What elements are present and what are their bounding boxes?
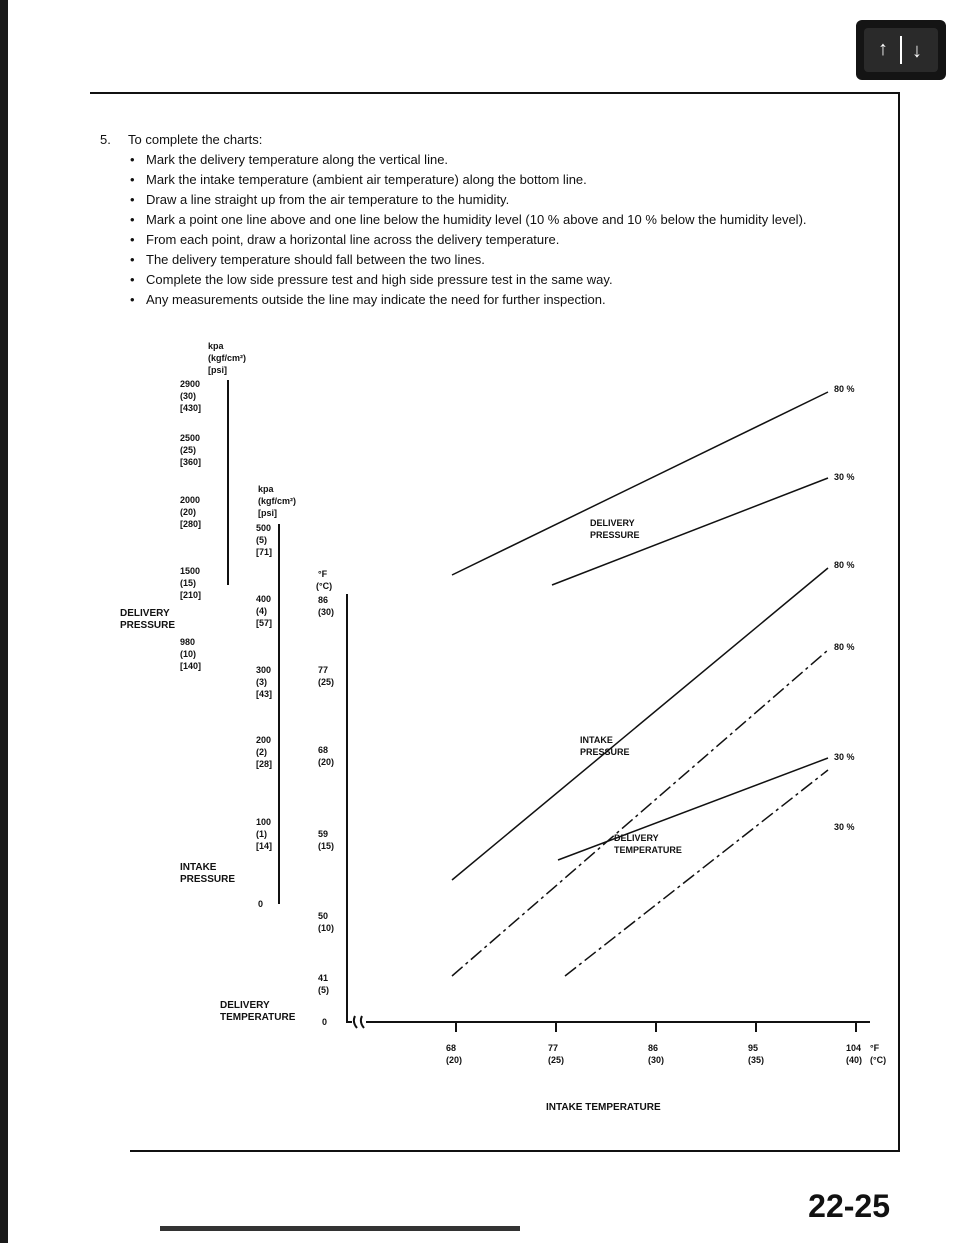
footer-bar bbox=[160, 1226, 520, 1231]
arrow-up-icon[interactable]: ↑ bbox=[878, 38, 888, 60]
intake-pressure-unit-kgf: (kgf/cm²) bbox=[258, 496, 296, 506]
delivery-pressure-tick: 2500 (25) [360] bbox=[180, 433, 202, 467]
delivery-pressure-axis-label: DELIVERY PRESSURE bbox=[120, 608, 176, 631]
delivery-temp-unit-c: (°C) bbox=[316, 581, 333, 591]
delivery-temp-30-line bbox=[565, 770, 828, 976]
list-item: • From each point, draw a horizontal line across the delivery temperature. bbox=[128, 230, 900, 250]
intake-pressure-30-label: 30 % bbox=[834, 752, 855, 762]
delivery-temp-band-label: DELIVERY TEMPERATURE bbox=[614, 833, 682, 855]
intake-pressure-80-label: 80 % bbox=[834, 560, 855, 570]
intake-temp-axis-label: INTAKE TEMPERATURE bbox=[546, 1102, 661, 1113]
delivery-pressure-unit-kgf: (kgf/cm²) bbox=[208, 353, 246, 363]
axis-break-mark bbox=[354, 1016, 357, 1028]
delivery-temp-30-label: 30 % bbox=[834, 822, 855, 832]
intake-pressure-unit-kpa: kpa bbox=[258, 484, 274, 494]
intake-pressure-tick: 100 (1) [14] bbox=[256, 817, 273, 851]
intake-temp-tick: 68 (20) bbox=[446, 1043, 463, 1065]
axis-break-mark bbox=[361, 1016, 364, 1028]
intake-temp-tick: 95 (35) bbox=[748, 1043, 765, 1065]
delivery-temp-tick: 86 (30) bbox=[318, 595, 335, 617]
delivery-temp-tick: 0 bbox=[322, 1017, 328, 1027]
delivery-temp-80-label: 80 % bbox=[834, 642, 855, 652]
arrow-down-icon[interactable]: ↓ bbox=[912, 40, 922, 62]
list-item: • Mark the delivery temperature along the vertical line. bbox=[128, 150, 900, 170]
delivery-pressure-30-label: 30 % bbox=[834, 472, 855, 482]
intake-temp-tick: 86 (30) bbox=[648, 1043, 665, 1065]
intake-pressure-tick: 300 (3) [43] bbox=[256, 665, 273, 699]
intake-pressure-unit-psi: [psi] bbox=[258, 508, 277, 518]
step-title: To complete the charts: bbox=[128, 132, 263, 147]
list-item: • Mark the intake temperature (ambient air temperature) along the bottom line. bbox=[128, 170, 900, 190]
delivery-pressure-unit-psi: [psi] bbox=[208, 365, 227, 375]
delivery-pressure-tick: 2900 (30) [430] bbox=[180, 379, 202, 413]
delivery-temp-tick: 41 (5) bbox=[318, 973, 329, 995]
delivery-temp-tick: 50 (10) bbox=[318, 911, 335, 933]
intake-pressure-30-line bbox=[558, 758, 828, 860]
list-item: • Mark a point one line above and one line below the humidity level (10 % above and 10 % below the humidity level). bbox=[128, 210, 900, 230]
list-item: • Any measurements outside the line may indicate the need for further inspection. bbox=[128, 290, 900, 310]
intake-temp-units: °F (°C) bbox=[870, 1043, 887, 1065]
delivery-pressure-band-label: DELIVERY PRESSURE bbox=[590, 518, 640, 540]
page-number: 22-25 bbox=[808, 1188, 890, 1224]
delivery-pressure-tick: 2000 (20) [280] bbox=[180, 495, 202, 529]
intake-pressure-tick: 400 (4) [57] bbox=[256, 594, 273, 628]
delivery-pressure-tick: 980 (10) [140] bbox=[180, 637, 202, 671]
delivery-pressure-80-label: 80 % bbox=[834, 384, 855, 394]
delivery-temp-band bbox=[452, 650, 828, 976]
list-item: • The delivery temperature should fall between the two lines. bbox=[128, 250, 900, 270]
delivery-pressure-80-line bbox=[452, 392, 828, 575]
delivery-temp-tick: 59 (15) bbox=[318, 829, 335, 851]
delivery-pressure-band bbox=[452, 392, 828, 585]
intake-pressure-tick: 200 (2) [28] bbox=[256, 735, 273, 769]
intake-temp-tick: 77 (25) bbox=[548, 1043, 565, 1065]
delivery-temp-axis-label: DELIVERY TEMPERATURE bbox=[220, 1000, 296, 1023]
delivery-temp-tick: 77 (25) bbox=[318, 665, 335, 687]
list-item: • Complete the low side pressure test and high side pressure test in the same way. bbox=[128, 270, 900, 290]
delivery-temp-tick: 68 (20) bbox=[318, 745, 335, 767]
delivery-temp-80-line bbox=[452, 650, 828, 976]
intake-pressure-band-label: INTAKE PRESSURE bbox=[580, 735, 630, 757]
intake-pressure-axis-label: INTAKE PRESSURE bbox=[180, 862, 236, 885]
list-item: • Draw a line straight up from the air temperature to the humidity. bbox=[128, 190, 900, 210]
intake-pressure-tick: 500 (5) [71] bbox=[256, 523, 273, 557]
delivery-pressure-unit-kpa: kpa bbox=[208, 341, 224, 351]
intake-pressure-tick: 0 bbox=[258, 899, 264, 909]
step-number: 5. bbox=[100, 132, 111, 147]
intake-temp-axis bbox=[346, 1016, 870, 1032]
delivery-pressure-tick: 1500 (15) [210] bbox=[180, 566, 202, 600]
intake-temp-tick: 104 (40) bbox=[846, 1043, 863, 1065]
delivery-temp-unit-f: °F bbox=[318, 569, 328, 579]
